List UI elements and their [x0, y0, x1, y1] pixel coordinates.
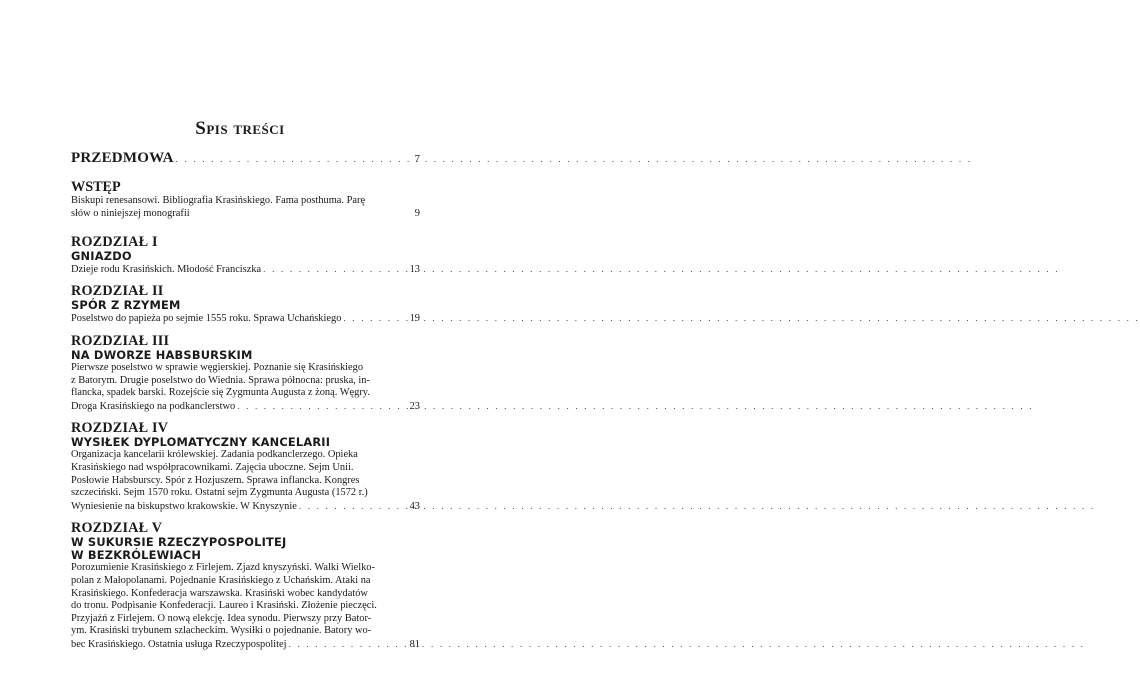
- chapter-desc-last: Wyniesienie na biskupstwo krakowskie. W Knyszynie: [71, 500, 297, 512]
- toc-title: Spis treści: [195, 118, 285, 139]
- chapter-number: ROZDZIAŁ V: [71, 520, 163, 537]
- leader-dots: [176, 153, 404, 166]
- chapter-desc-line: flancka, spadek barski. Rozejście się Zygmunta Augusta z żoną. Węgry.: [71, 387, 370, 399]
- chapter-title: GNIAZDO: [71, 248, 132, 263]
- toc-entry-intro[interactable]: [71, 180, 420, 221]
- chapter-desc-last: Droga Krasińskiego na podkanclerstwo: [71, 400, 236, 412]
- chapter-number: ROZDZIAŁ IV: [71, 420, 169, 437]
- chapter-title: W BEZKRÓLEWIACH: [71, 548, 202, 563]
- chapter-number: ROZDZIAŁ I: [71, 233, 158, 250]
- chapter-desc-last: Dzieje rodu Krasińskich. Młodość Franciszka: [71, 263, 262, 275]
- chapter-desc-line: do tronu. Podpisanie Konfederacji. Laureo i Krasiński. Złożenie pieczęci.: [71, 600, 377, 612]
- chapter-desc-line: szczeciński. Sejm 1570 roku. Ostatni sejm Zygmunta Augusta (1572 r.): [71, 487, 368, 499]
- chapter-desc-line: Pierwsze poselstwo w sprawie węgierskiej. Poznanie się Krasińskiego: [71, 361, 364, 373]
- toc-entry-chapter[interactable]: [71, 284, 420, 326]
- chapter-list: [71, 235, 420, 652]
- toc-entry-chapter[interactable]: [71, 334, 420, 413]
- chapter-desc-line: z Batorym. Drugie poselstwo do Wiednia. Sprawa północna: pruska, in-: [71, 374, 370, 386]
- chapter-title: SPÓR Z RZYMEM: [71, 298, 181, 313]
- chapter-number: ROZDZIAŁ III: [71, 332, 170, 349]
- intro-desc-last: słów o niniejszej monografii: [71, 208, 190, 220]
- toc-entry-chapter[interactable]: [71, 421, 420, 513]
- chapter-page: 23: [409, 400, 420, 412]
- chapter-title: NA DWORZE HABSBURSKIM: [71, 347, 253, 362]
- intro-page: 9: [414, 208, 420, 220]
- chapter-desc-line: Krasińskiego nad współpracownikami. Zajęcia uboczne. Sejm Unii.: [71, 461, 354, 473]
- chapter-desc-line: polan z Małopolanami. Pojednanie Krasińskiego z Uchańskim. Ataki na: [71, 574, 371, 586]
- leader-dots: [263, 263, 404, 276]
- toc-entry-preface[interactable]: [71, 152, 420, 166]
- table-of-contents: [71, 152, 420, 659]
- leader-dots: [289, 638, 404, 651]
- chapter-title: W SUKURSIE RZECZYPOSPOLITEJ: [71, 535, 287, 550]
- preface-label: PRZEDMOWA: [71, 150, 174, 166]
- chapter-desc-line: Posłowie Habsburscy. Spór z Hozjuszem. Sprawa inflancka. Kongres: [71, 474, 360, 486]
- chapter-desc-last: bec Krasińskiego. Ostatnia usługa Rzeczypospolitej: [71, 638, 287, 650]
- leader-dots: [343, 312, 404, 325]
- chapter-desc-line: ym. Krasiński trybunem szlacheckim. Wysiłki o pojednanie. Batory wo-: [71, 625, 372, 637]
- chapter-title: WYSIŁEK DYPLOMATYCZNY KANCELARII: [71, 435, 331, 450]
- chapter-page: 19: [409, 313, 420, 325]
- leader-dots: [299, 500, 404, 513]
- chapter-page: 81: [409, 638, 420, 650]
- intro-desc-line: Biskupi renesansowi. Bibliografia Krasińskiego. Fama posthuma. Parę: [71, 194, 366, 206]
- chapter-page: 13: [409, 263, 420, 275]
- preface-page: 7: [414, 153, 420, 165]
- chapter-desc-last: Poselstwo do papieża po sejmie 1555 roku. Sprawa Uchańskiego: [71, 313, 342, 325]
- intro-label: WSTĘP: [71, 178, 121, 195]
- chapter-desc-line: Krasińskiego. Konfederacja warszawska. Krasiński wobec kandydatów: [71, 587, 368, 599]
- leader-dots: [237, 400, 404, 413]
- chapter-desc-line: Porozumienie Krasińskiego z Firlejem. Zjazd knyszyński. Walki Wielko-: [71, 562, 375, 574]
- chapter-page: 43: [409, 500, 420, 512]
- chapter-number: ROZDZIAŁ II: [71, 283, 164, 300]
- chapter-desc-line: Organizacja kancelarii królewskiej. Zadania podkanclerzego. Opieka: [71, 449, 358, 461]
- chapter-desc-line: Przyjaźń z Firlejem. O nową elekcję. Idea synodu. Pierwszy przy Bator-: [71, 612, 372, 624]
- toc-entry-chapter[interactable]: [71, 521, 420, 651]
- toc-entry-chapter[interactable]: [71, 235, 420, 277]
